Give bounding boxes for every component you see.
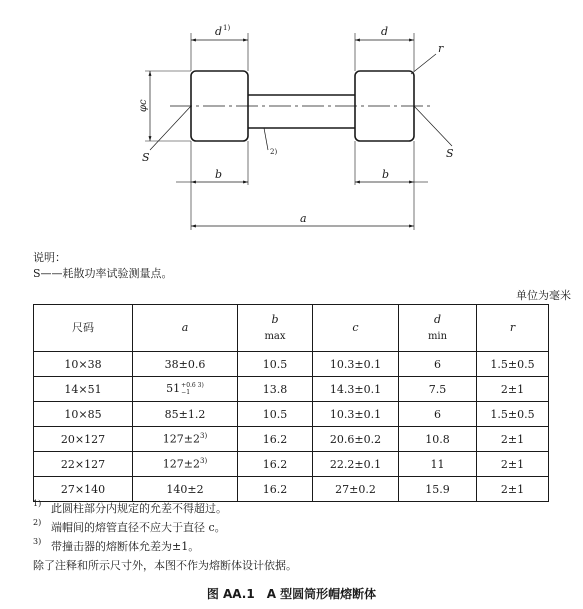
header-d: d min <box>399 305 477 352</box>
leader-body-note <box>264 128 268 150</box>
cell-d: 6 <box>399 352 477 377</box>
cell-b: 16.2 <box>238 477 313 502</box>
cell-size: 22×127 <box>34 452 133 477</box>
cell-a: 38±0.6 <box>133 352 238 377</box>
label-d-left: d <box>215 25 223 38</box>
label-b-left: b <box>215 168 223 181</box>
header-b: b max <box>238 305 313 352</box>
general-note: 除了注释和所示尺寸外，本图不作为熔断体设计依据。 <box>33 558 297 572</box>
cell-c: 10.3±0.1 <box>313 352 399 377</box>
cell-a: 140±2 <box>133 477 238 502</box>
cell-b: 10.5 <box>238 352 313 377</box>
cell-r: 2±1 <box>477 477 549 502</box>
label-s-right: S <box>446 147 454 160</box>
cell-d: 15.9 <box>399 477 477 502</box>
cell-c: 14.3±0.1 <box>313 377 399 402</box>
header-r: r <box>477 305 549 352</box>
label-r: r <box>438 42 444 55</box>
cell-r: 2±1 <box>477 377 549 402</box>
cell-d: 11 <box>399 452 477 477</box>
cell-a: 51+0.6 3) −1 <box>133 377 238 402</box>
cell-size: 14×51 <box>34 377 133 402</box>
cell-c: 27±0.2 <box>313 477 399 502</box>
cell-a: $127\pm 2^{3)}$ <box>133 427 238 452</box>
fuse-drawing <box>0 0 583 240</box>
cell-b: 16.2 <box>238 452 313 477</box>
leader-s-left <box>150 106 191 150</box>
cell-b: 10.5 <box>238 402 313 427</box>
cell-size: 20×127 <box>34 427 133 452</box>
leader-r <box>411 54 436 74</box>
cell-a: 85±1.2 <box>133 402 238 427</box>
cell-b: 16.2 <box>238 427 313 452</box>
cell-r: 2±1 <box>477 427 549 452</box>
table-row <box>34 377 549 402</box>
cell-d: 10.8 <box>399 427 477 452</box>
label-body-note: 2) <box>270 148 278 156</box>
table-row <box>34 427 549 452</box>
label-b-right: b <box>382 168 390 181</box>
table-row <box>34 452 549 477</box>
cell-c: 20.6±0.2 <box>313 427 399 452</box>
cell-d: 7.5 <box>399 377 477 402</box>
cell-d: 6 <box>399 402 477 427</box>
table-row <box>34 402 549 427</box>
label-a: a <box>300 212 307 225</box>
cell-c: 22.2±0.1 <box>313 452 399 477</box>
footnote: 1) 此圆柱部分内规定的允差不得超过。 <box>33 499 227 515</box>
cell-a: $127\pm 2^{3)}$ <box>133 452 238 477</box>
unit-label: 单位为毫米 <box>516 289 571 302</box>
label-s-left: S <box>142 151 150 164</box>
footnotes <box>33 498 297 574</box>
header-c: c <box>313 305 399 352</box>
label-d-left-note: 1) <box>223 24 231 32</box>
cell-r: 1.5±0.5 <box>477 352 549 377</box>
label-dc: φc <box>138 99 149 112</box>
footnote: 3) 带撞击器的熔断体允差为±1。 <box>33 537 200 553</box>
cell-size: 27×140 <box>34 477 133 502</box>
leader-s-right <box>414 106 452 146</box>
cell-size: 10×85 <box>34 402 133 427</box>
figure-caption: 图 AA.1 A 型圆筒形帽熔断体 <box>206 587 377 601</box>
header-size: 尺码 <box>34 305 133 352</box>
legend-title: 说明： <box>33 251 66 264</box>
cell-size: 10×38 <box>34 352 133 377</box>
legend-s-line: S——耗散功率试验测量点。 <box>33 267 173 280</box>
dimension-table <box>33 304 549 502</box>
table-row <box>34 352 549 377</box>
label-d-right: d <box>381 25 389 38</box>
cell-r: 2±1 <box>477 452 549 477</box>
cell-c: 10.3±0.1 <box>313 402 399 427</box>
cell-b: 13.8 <box>238 377 313 402</box>
cell-r: 1.5±0.5 <box>477 402 549 427</box>
footnote: 2) 端帽间的熔管直径不应大于直径 c。 <box>33 518 226 534</box>
header-a: a <box>133 305 238 352</box>
